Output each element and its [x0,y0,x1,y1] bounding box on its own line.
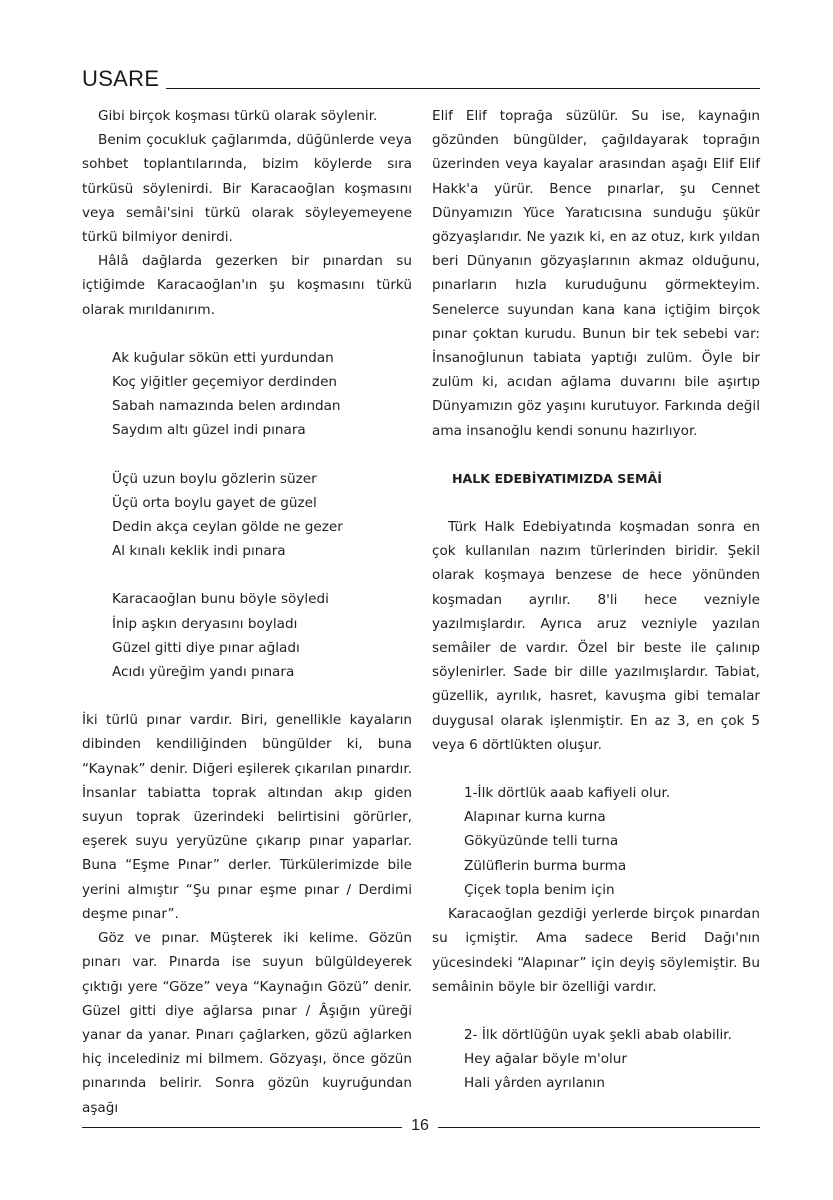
header-rule [166,88,760,89]
verse-line: Üçü orta boylu gayet de güzel [112,494,317,511]
spacer [432,443,760,467]
paragraph: Göz ve pınar. Müşterek iki kelime. Gözün pınarı var. Pınarda ise suyun bülgüldeyerek çıktığı yere “Göze” veya “Kaynağın Gözü” denir. Güzel gitti diye ağlarsa pınar / Âşığın yüreği yanar da yanar. Pınarı çağlarken, gözü ağlarken hiç incelediniz mi bilmem. Gözyaşı, önce gözün pınarında belirir. Sonra gözün kuyruğundan aşağı [82,930,412,1116]
paragraph: Gibi birçok koşması türkü olarak söylenir. [98,108,378,124]
paragraph: İki türlü pınar vardır. Biri, genellikle kayaların dibinden kendiliğinden büngülder ki, buna “Kaynak” denir. Diğeri eşilerek çıkarılan pınardır. İnsanlar tabiatta toprak altından akıp giden suyun toprak üzerindeki belirtisini görürler, eşerek suyu yeryüzüne çıkarıp pınar yaparlar. Buna “Eşme Pınar” derler. Türkülerimizde bile yerini almıştır “Şu pınar eşme pınar / Derdimi deşme pınar”. [82,712,412,922]
stanza-line: 1-İlk dörtlük aaab kafiyeli olur. [464,785,671,802]
stanza-line: Çiçek topla benim için [464,881,615,898]
paragraph: Karacaoğlan gezdiği yerlerde birçok pınardan su içmiştir. Ama sadece Berid Dağı'nın yücesindeki “Alapınar” için deyiş söylemiştir. Bu semâinin böyle bir özelliği vardır. [432,906,760,995]
example-stanza [464,781,760,902]
page-header [82,66,760,96]
stanza-line: Hey ağalar böyle m'olur [464,1051,627,1068]
stanza-line: Hali yârden ayrılanın [464,1075,605,1092]
paragraph: Elif Elif toprağa süzülür. Su ise, kaynağın gözünden büngülder, çağıldayarak toprağın üzerinden veya kayalar arasından aşağı Elif Elif Hakk'a yürür. Bence pınarlar, şu Cennet Dünyamızın Yüce Yaratıcısına sunduğu şükür gözyaşlarıdır. Ne yazık ki, en az otuz, kırk yıldan beri Dünyanın gözyaşlarının akmaz olduğunu, pınarların hızla kuruduğunu görmekteyim. Senelerce suyundan kana kana içtiğim birçok pınar çoktan kurudu. Bunun bir tek sebebi var: İnsanoğlunun tabiata yaptığı zulüm. Öyle bir zulüm ki, acıdan ağlama duvarını bile aşırtıp Dünyamızın göz yaşını kurutuyor. Farkında değil ama insanoğlu kendi sonunu hazırlıyor. [432,108,760,439]
verse-line: Koç yiğitler geçemiyor derdinden [112,374,338,391]
spacer [432,757,760,781]
verse-line: Saydım altı güzel indi pınara [112,422,306,439]
left-column [82,104,412,1120]
verse-stanza [112,467,412,564]
right-column [432,104,760,1096]
spacer [82,563,412,587]
spacer [432,491,760,515]
verse-line: Karacaoğlan bunu böyle söyledi [112,591,329,608]
verse-line: Dedin akça ceylan gölde ne gezer [112,519,343,536]
stanza-line: 2- İlk dörtlüğün uyak şekli abab olabilir. [464,1026,732,1043]
paragraph: Türk Halk Edebiyatında koşmadan sonra en çok kullanılan nazım türlerinden biridir. Şekil olarak koşmaya benzese de hece yönünden koşmadan ayrılır. 8'li hece vezniyle yazılmışlardır. Ayrıca aruz vezniyle yazılan semâiler de vardır. Özel bir beste ile çalınıp söylenirler. Sade bir dille yazılmışlardır. Tabiat, güzellik, ayrılık, hasret, kavuşma gibi temalar duygusal olarak işlenmiştir. En az 3, en çok 5 veya 6 dörtlükten oluşur. [432,519,760,753]
paragraph: Hâlâ dağlarda gezerken bir pınardan su içtiğimde Karacaoğlan'ın şu koşmasını türkü olarak mırıldanırım. [82,253,412,318]
verse-line: Al kınalı keklik indi pınara [112,543,286,560]
stanza-line: Alapınar kurna kurna [464,809,606,826]
example-stanza [464,1023,760,1096]
stanza-line: Gökyüzünde telli turna [464,833,619,850]
magazine-title: USARE [82,66,160,91]
spacer [82,443,412,467]
verse-line: İnip aşkın deryasını boyladı [112,615,298,632]
verse-line: Güzel gitti diye pınar ağladı [112,639,300,656]
verse-line: Sabah namazında belen ardından [112,398,341,415]
verse-line: Acıdı yüreğim yandı pınara [112,664,295,681]
paragraph: Benim çocukluk çağlarımda, düğünlerde veya sohbet toplantılarında, bizim köylerde sıra türküsü söylenirdi. Bir Karacaoğlan koşmasını veya semâi'sini türkü olarak söyleyemeyene türkü bilmiyor denirdi. [82,132,412,246]
stanza-line: Zülüflerin burma burma [464,857,627,874]
verse-stanza [112,346,412,443]
verse-stanza [112,587,412,684]
verse-line: Üçü uzun boylu gözlerin süzer [112,470,317,487]
spacer [82,684,412,708]
footer-rule-left [82,1127,402,1128]
page-footer [82,1117,760,1137]
section-heading: HALK EDEBİYATIMIZDA SEMÂİ [452,470,662,486]
spacer [432,999,760,1023]
verse-line: Ak kuğular sökün etti yurdundan [112,349,334,366]
footer-rule-right [438,1127,760,1128]
spacer [82,322,412,346]
page-number: 16 [411,1117,429,1134]
